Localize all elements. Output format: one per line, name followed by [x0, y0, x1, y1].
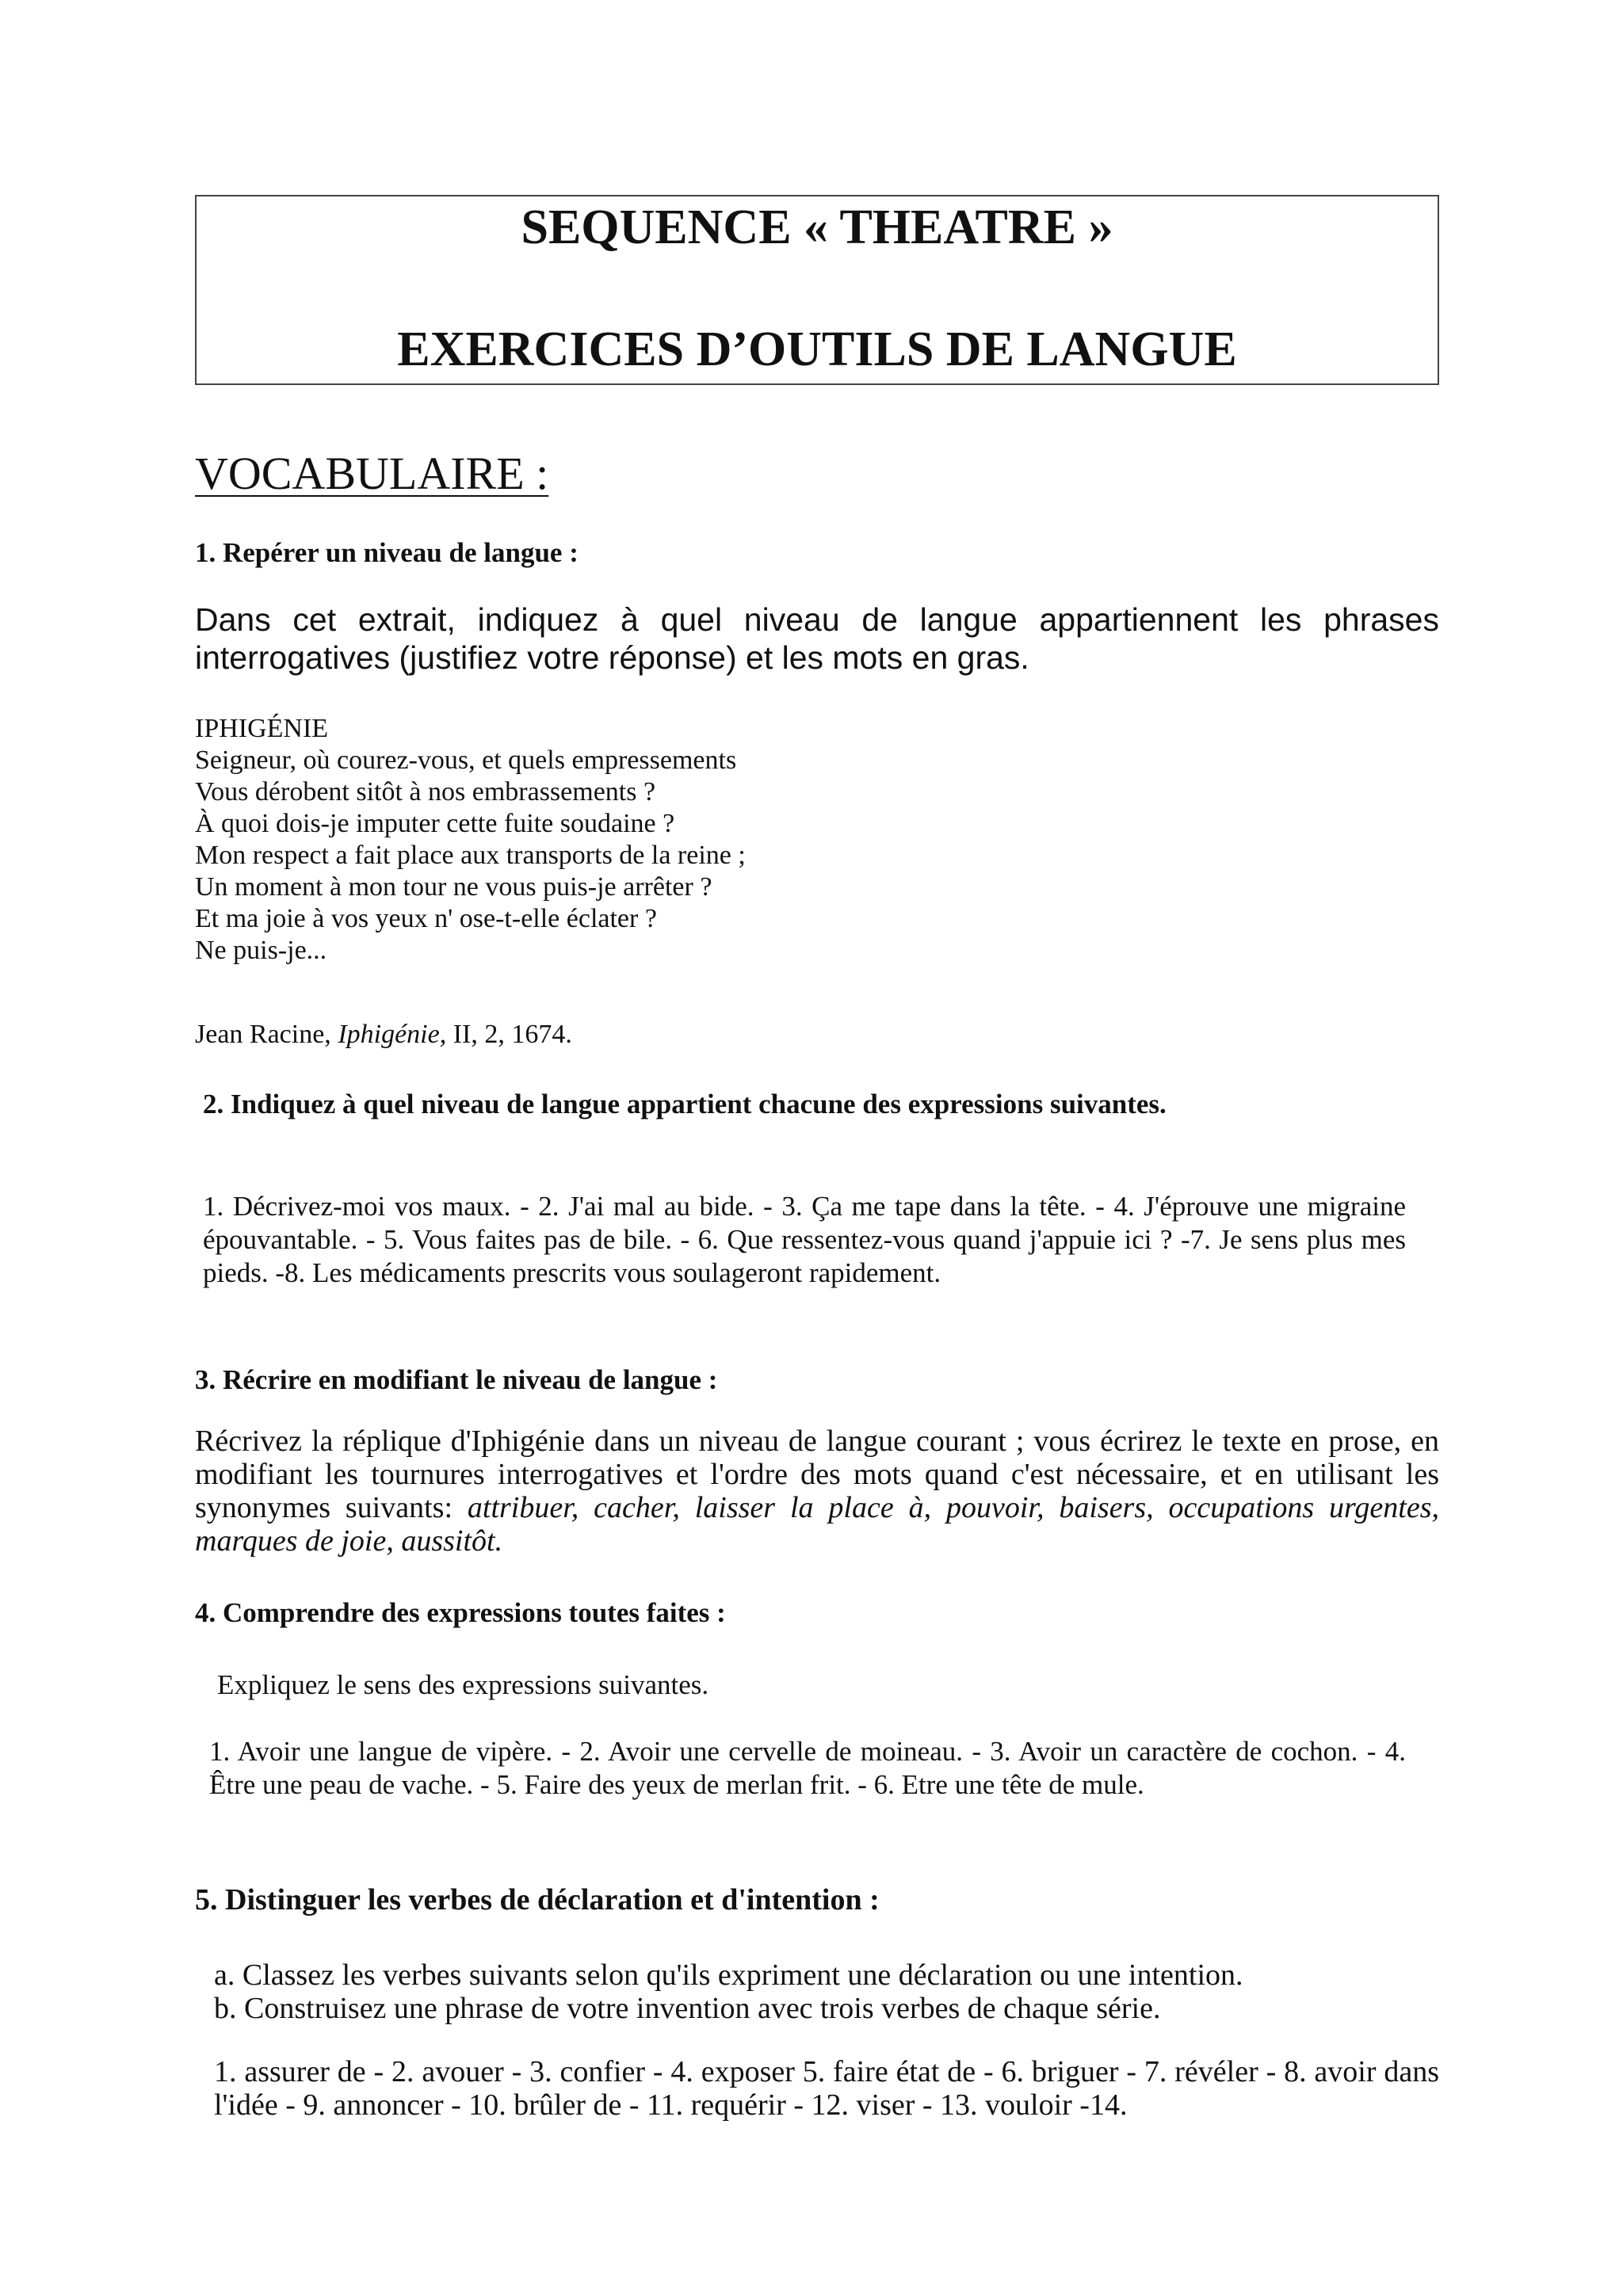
- exercise-3-title: 3. Récrire en modifiant le niveau de langue :: [195, 1364, 718, 1395]
- poem-verse: Vous dérobent sitôt à nos embrassements ?: [195, 777, 656, 807]
- sequence-title: SEQUENCE « THEATRE »: [521, 200, 1113, 254]
- citation-author: Jean Racine,: [195, 1020, 338, 1049]
- poem-verse: À quoi dois-je imputer cette fuite soudaine ?: [195, 809, 675, 838]
- exercise-2-title: 2. Indiquez à quel niveau de langue appartient chacune des expressions suivantes.: [203, 1089, 1167, 1119]
- exercise-5-instruction-a: a. Classez les verbes suivants selon qu'ils expriment une déclaration ou une intention.: [214, 1958, 1243, 1992]
- poem-extract: [195, 713, 1439, 967]
- exercise-4-text: 1. Avoir une langue de vipère. - 2. Avoir une cervelle de moineau. - 3. Avoir un caractère de cochon. - 4. Être une peau de vache. - 5. Faire des yeux de merlan frit. - 6. Etre une tête de mule.: [209, 1736, 1406, 1800]
- worksheet-page: [195, 195, 1439, 2122]
- citation-work: Iphigénie,: [338, 1020, 447, 1049]
- exercise-1-title: 1. Repérer un niveau de langue :: [195, 537, 579, 568]
- exercise-3-instruction: Récrivez la réplique d'Iphigénie dans un niveau de langue courant ; vous écrirez le texte en prose, en modifiant les tournures interrogatives et l'ordre des mots quand c'est nécessaire, et en utilisant les synonymes suivants:: [195, 1425, 1439, 1524]
- exercise-5-instruction-b: b. Construisez une phrase de votre invention avec trois verbes de chaque série.: [214, 1992, 1161, 2025]
- citation-reference: II, 2, 1674.: [446, 1020, 572, 1049]
- poem-verse: Ne puis-je...: [195, 936, 327, 965]
- poem-verse: Seigneur, où courez-vous, et quels empressements: [195, 746, 737, 775]
- poem-speaker: IPHIGÉNIE: [195, 714, 329, 743]
- worksheet-title: EXERCICES D’OUTILS DE LANGUE: [397, 322, 1237, 376]
- exercise-3-synonyms: attribuer, cacher, laisser la place à, pouvoir, baisers, occupations urgentes, marques de joie, aussitôt.: [195, 1491, 1439, 1558]
- exercise-5-title: 5. Distinguer les verbes de déclaration et d'intention :: [195, 1883, 880, 1917]
- exercise-5-verb-list: 1. assurer de - 2. avouer - 3. confier - 4. exposer 5. faire état de - 6. briguer - 7. révéler - 8. avoir dans l'idée - 9. annoncer - 10. brûler de - 11. requérir - 12. viser - 13. vouloir -14.: [214, 2055, 1439, 2122]
- poem-verse: Et ma joie à vos yeux n' ose-t-elle éclater ?: [195, 904, 657, 933]
- exercise-1-instruction: Dans cet extrait, indiquez à quel niveau de langue appartiennent les phrases interrogatives (justifiez votre réponse) et les mots en gras.: [195, 601, 1439, 676]
- title-box: [195, 195, 1439, 385]
- section-heading-vocabulaire: VOCABULAIRE :: [195, 448, 549, 499]
- poem-verse: Mon respect a fait place aux transports de la reine ;: [195, 841, 746, 870]
- poem-verse: Un moment à mon tour ne vous puis-je arrêter ?: [195, 872, 712, 902]
- poem-citation: [195, 1019, 1439, 1051]
- exercise-4-title: 4. Comprendre des expressions toutes faites :: [195, 1597, 726, 1628]
- exercise-2-text: 1. Décrivez-moi vos maux. - 2. J'ai mal au bide. - 3. Ça me tape dans la tête. - 4. J'éprouve une migraine épouvantable. - 5. Vous faites pas de bile. - 6. Que ressentez-vous quand j'appuie ici ? -7. Je sens plus mes pieds. -8. Les médicaments prescrits vous soulageront rapidement.: [203, 1191, 1406, 1288]
- exercise-4-instruction: Expliquez le sens des expressions suivantes.: [217, 1669, 709, 1700]
- exercise-3-text: [195, 1425, 1439, 1558]
